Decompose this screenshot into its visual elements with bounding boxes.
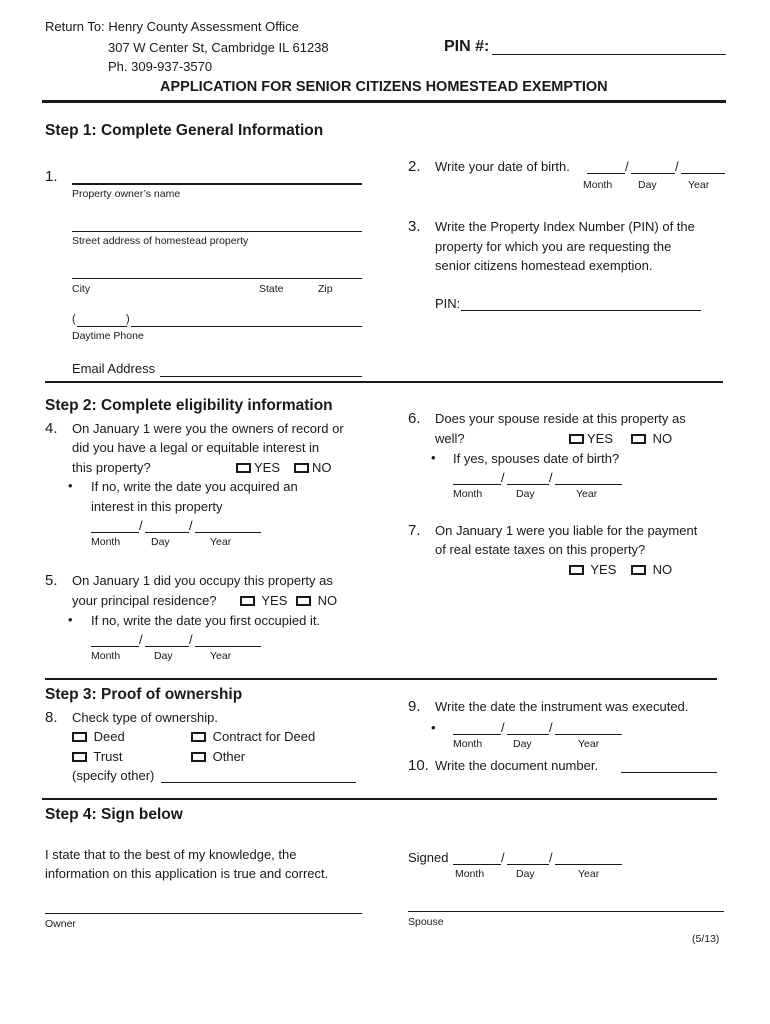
birth-month-field[interactable] (587, 173, 625, 174)
item4-no-label: NO (312, 460, 332, 475)
birth-month-label: Month (583, 179, 613, 191)
checkbox-icon (631, 565, 646, 575)
birth-year-field[interactable] (681, 173, 725, 174)
email-field[interactable] (160, 376, 362, 377)
trust-label: Trust (93, 749, 123, 764)
item7-yes-option[interactable] (569, 562, 616, 577)
executed-month-field[interactable] (453, 734, 501, 735)
item9-text: Write the date the instrument was executed. (435, 699, 689, 714)
spouse-birth-day-field[interactable] (507, 484, 549, 485)
item5-yes-option[interactable] (240, 593, 287, 608)
pin-label: PIN: (435, 296, 461, 311)
item5-yes-label: YES (261, 593, 288, 608)
statement-line2: information on this application is true and correct. (45, 866, 329, 881)
email-label: Email Address (72, 361, 156, 376)
birth-slash-1: / (625, 159, 629, 174)
item3-line3: senior citizens homestead exemption. (435, 258, 653, 273)
item7-no-option[interactable] (631, 562, 672, 577)
item10-text: Write the document number. (435, 758, 599, 773)
other-option[interactable] (191, 749, 245, 764)
deed-option[interactable] (72, 729, 125, 744)
checkbox-icon (72, 752, 87, 762)
deed-label: Deed (93, 729, 125, 744)
item4-line2: did you have a legal or equitable interest in (72, 440, 320, 455)
specify-field[interactable] (161, 782, 356, 783)
step3-heading: Step 3: Proof of ownership (45, 686, 243, 703)
owner-signature-field[interactable] (45, 913, 362, 914)
executed-month-label: Month (453, 738, 483, 750)
item1-number: 1. (45, 168, 58, 185)
item4-yes-option[interactable] (236, 460, 280, 475)
statement-line1: I state that to the best of my knowledge, the (45, 847, 297, 862)
signed-day-label: Day (516, 868, 535, 880)
item4-line1: On January 1 were you the owners of record or (72, 421, 344, 436)
birth-day-field[interactable] (631, 173, 675, 174)
occupied-year-field[interactable] (195, 646, 261, 647)
step4-heading: Step 4: Sign below (45, 806, 183, 823)
item6-line1: Does your spouse reside at this property as (435, 411, 686, 426)
bullet-icon: • (68, 612, 73, 627)
acquired-month-label: Month (91, 536, 121, 548)
spouse-label: Spouse (408, 916, 444, 928)
signed-month-label: Month (455, 868, 485, 880)
revision-date: (5/13) (692, 933, 720, 945)
spouse-birth-year-field[interactable] (555, 484, 622, 485)
phone-area-code-field[interactable] (77, 326, 127, 327)
step1-rule (45, 381, 723, 383)
item2-number: 2. (408, 158, 421, 175)
acquired-slash-1: / (139, 518, 143, 533)
signed-year-label: Year (578, 868, 600, 880)
item6-no-label: NO (652, 431, 673, 446)
item5-bullet: If no, write the date you first occupied it. (91, 613, 321, 628)
return-to: Return To: Henry County Assessment Office (45, 19, 299, 34)
step2-rule (45, 678, 717, 680)
item4-number: 4. (45, 420, 58, 437)
item6-yes-label: YES (587, 431, 614, 446)
pin-header-label: PIN #: (444, 38, 490, 55)
pin-header-field[interactable] (492, 54, 726, 55)
occupied-month-field[interactable] (91, 646, 139, 647)
zip-label: Zip (318, 283, 333, 295)
spouse-year-label: Year (576, 488, 598, 500)
item4-bullet2: interest in this property (91, 499, 223, 514)
item7-number: 7. (408, 522, 421, 539)
office-phone: Ph. 309-937-3570 (108, 59, 213, 74)
item9-number: 9. (408, 698, 421, 715)
bullet-icon: • (431, 720, 436, 735)
pin-field[interactable] (461, 310, 701, 311)
checkbox-icon (236, 463, 251, 473)
spouse-month-label: Month (453, 488, 483, 500)
executed-day-field[interactable] (507, 734, 549, 735)
acquired-day-label: Day (151, 536, 170, 548)
specify-label: (specify other) (72, 768, 155, 783)
state-label: State (259, 283, 284, 295)
phone-area-close: ) (126, 313, 130, 325)
signed-slash-1: / (501, 850, 505, 865)
checkbox-icon (569, 565, 584, 575)
item10-number: 10. (408, 757, 429, 774)
phone-label: Daytime Phone (72, 330, 144, 342)
item3-line1: Write the Property Index Number (PIN) of the (435, 219, 695, 234)
acquired-year-field[interactable] (195, 532, 261, 533)
item4-bullet1: If no, write the date you acquired an (91, 479, 298, 494)
executed-slash-2: / (549, 720, 553, 735)
birth-year-label: Year (688, 179, 710, 191)
item2-text: Write your date of birth. (435, 159, 570, 174)
checkbox-icon (191, 732, 206, 742)
phone-number-field[interactable] (131, 326, 362, 327)
signed-day-field[interactable] (507, 864, 549, 865)
item7-no-label: NO (652, 562, 673, 577)
other-label: Other (212, 749, 246, 764)
signed-slash-2: / (549, 850, 553, 865)
item5-line1: On January 1 did you occupy this property as (72, 573, 333, 588)
occupied-year-label: Year (210, 650, 232, 662)
office-address: 307 W Center St, Cambridge IL 61238 (108, 40, 329, 55)
signed-month-field[interactable] (453, 864, 501, 865)
acquired-month-field[interactable] (91, 532, 139, 533)
item7-line2: of real estate taxes on this property? (435, 542, 646, 557)
executed-slash-1: / (501, 720, 505, 735)
birth-day-label: Day (638, 179, 657, 191)
city-state-zip-field[interactable] (72, 278, 362, 279)
item5-no-label: NO (317, 593, 338, 608)
contract-option[interactable] (191, 729, 315, 744)
item5-no-option[interactable] (296, 593, 337, 608)
item8-text: Check type of ownership. (72, 710, 218, 725)
title-rule (42, 100, 726, 103)
item4-yes-label: YES (254, 460, 281, 475)
checkbox-icon (294, 463, 309, 473)
item6-no-option[interactable] (631, 431, 672, 446)
signed-year-field[interactable] (555, 864, 622, 865)
spouse-slash-2: / (549, 470, 553, 485)
acquired-day-field[interactable] (145, 532, 189, 533)
owner-name-label: Property owner’s name (72, 188, 181, 200)
checkbox-icon (72, 732, 87, 742)
item8-number: 8. (45, 709, 58, 726)
page-title: APPLICATION FOR SENIOR CITIZENS HOMESTEAD EXEMPTION (160, 79, 608, 95)
executed-day-label: Day (513, 738, 532, 750)
item6-yes-option[interactable] (569, 431, 613, 446)
item6-line2: well? (435, 431, 465, 446)
step1-heading: Step 1: Complete General Information (45, 122, 324, 139)
occupied-day-field[interactable] (145, 646, 189, 647)
acquired-year-label: Year (210, 536, 232, 548)
item7-line1: On January 1 were you liable for the payment (435, 523, 698, 538)
item6-number: 6. (408, 410, 421, 427)
spouse-birth-month-field[interactable] (453, 484, 501, 485)
checkbox-icon (296, 596, 311, 606)
trust-option[interactable] (72, 749, 123, 764)
occupied-month-label: Month (91, 650, 121, 662)
spouse-slash-1: / (501, 470, 505, 485)
bullet-icon: • (431, 450, 436, 465)
item7-yes-label: YES (590, 562, 617, 577)
phone-area-open: ( (72, 313, 76, 325)
bullet-icon: • (68, 478, 73, 493)
occupied-slash-1: / (139, 632, 143, 647)
checkbox-icon (240, 596, 255, 606)
birth-slash-2: / (675, 159, 679, 174)
item4-line3: this property? (72, 460, 151, 475)
contract-label: Contract for Deed (212, 729, 316, 744)
occupied-slash-2: / (189, 632, 193, 647)
item6-bullet: If yes, spouses date of birth? (453, 451, 620, 466)
spouse-signature-field[interactable] (408, 911, 724, 912)
occupied-day-label: Day (154, 650, 173, 662)
street-address-field[interactable] (72, 231, 362, 232)
acquired-slash-2: / (189, 518, 193, 533)
item5-number: 5. (45, 572, 58, 589)
checkbox-icon (631, 434, 646, 444)
checkbox-icon (569, 434, 584, 444)
checkbox-icon (191, 752, 206, 762)
spouse-day-label: Day (516, 488, 535, 500)
item3-line2: property for which you are requesting the (435, 239, 672, 254)
item3-number: 3. (408, 218, 421, 235)
step2-heading: Step 2: Complete eligibility information (45, 397, 333, 414)
street-address-label: Street address of homestead property (72, 235, 249, 247)
step3-rule (42, 798, 717, 800)
executed-year-label: Year (578, 738, 600, 750)
document-number-field[interactable] (621, 772, 717, 773)
item5-line2: your principal residence? (72, 593, 217, 608)
executed-year-field[interactable] (555, 734, 622, 735)
item4-no-option[interactable] (294, 460, 332, 475)
owner-label: Owner (45, 918, 76, 930)
signed-label: Signed (408, 850, 449, 865)
owner-name-field[interactable] (72, 183, 362, 185)
city-label: City (72, 283, 91, 295)
